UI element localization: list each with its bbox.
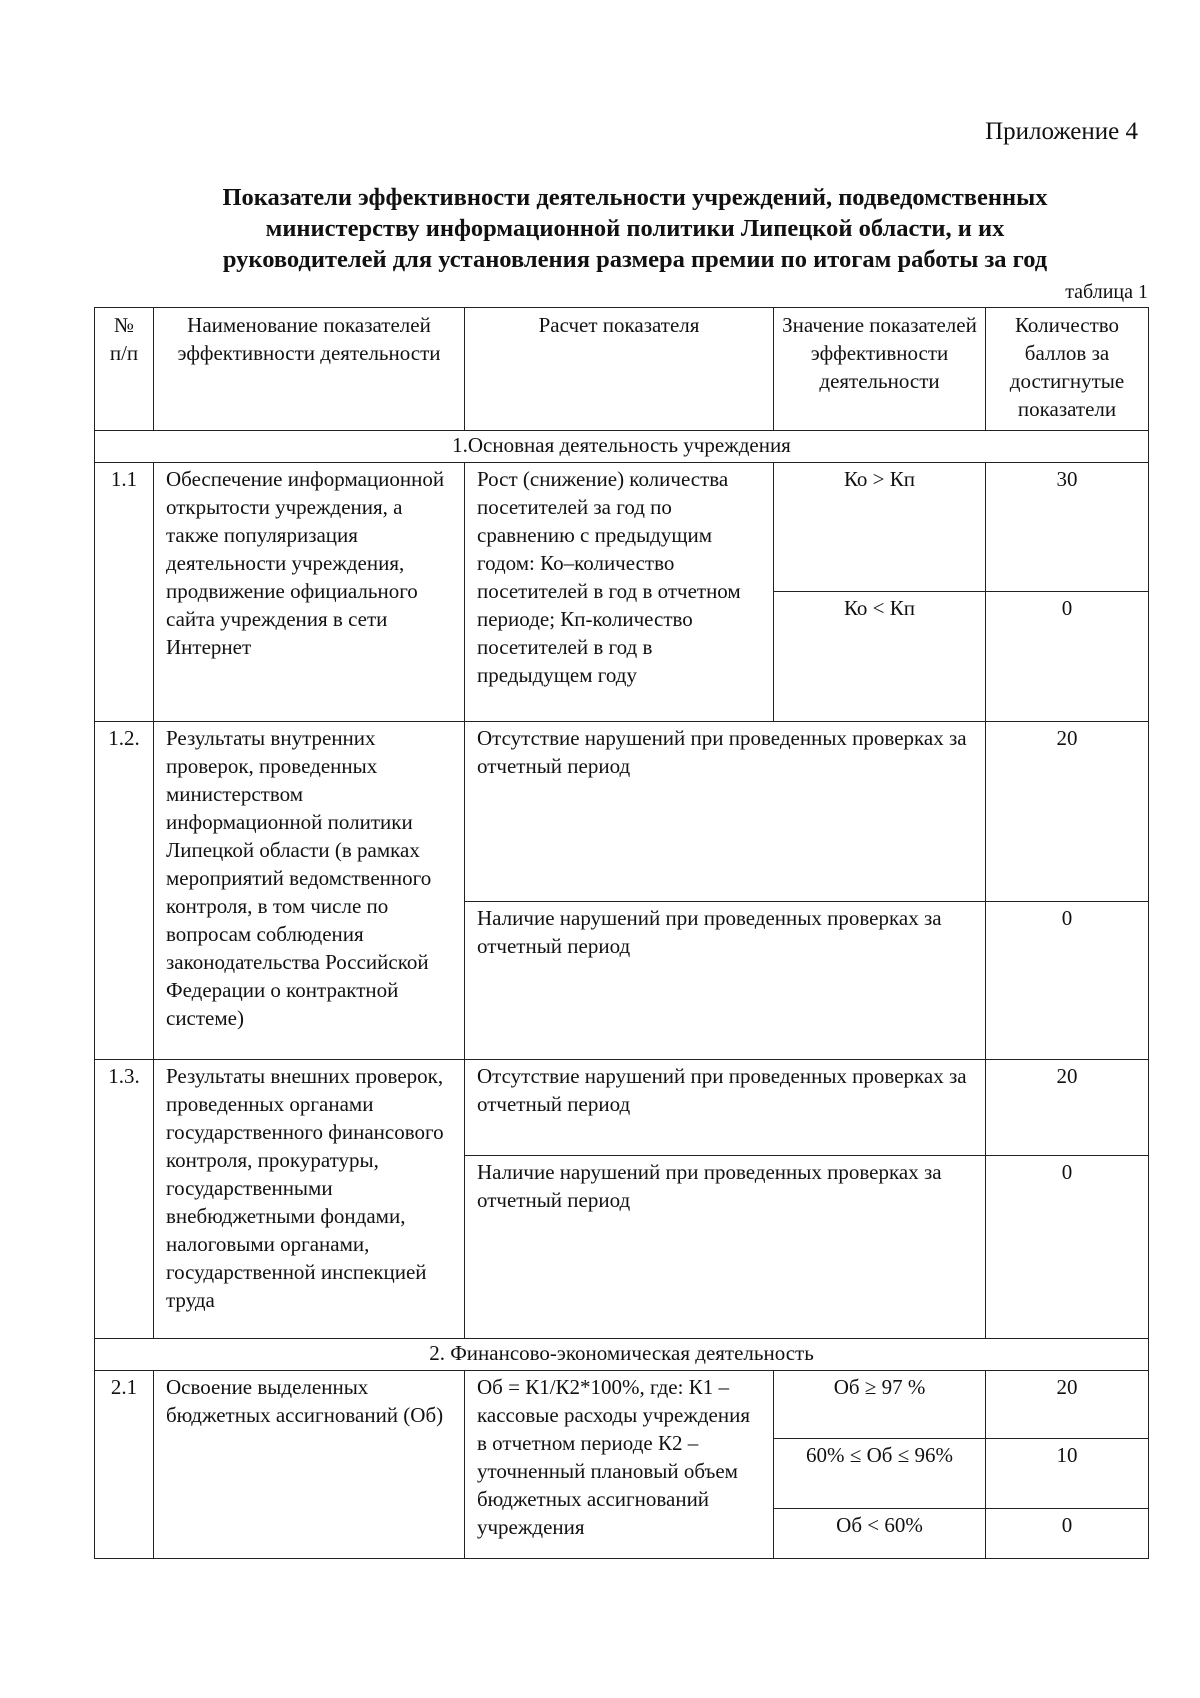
- indicator-value: Об < 60%: [774, 1509, 986, 1559]
- row-number: 1.3.: [95, 1060, 154, 1339]
- indicator-name: Освоение выделенных бюджетных ассигнований (Об): [154, 1371, 465, 1559]
- section-title: 2. Финансово-экономическая деятельность: [95, 1339, 1149, 1371]
- table-caption: таблица 1: [1065, 281, 1148, 303]
- title-line: министерству информационной политики Липецкой области, и их: [265, 215, 1005, 242]
- indicator-calc: Об = К1/К2*100%, где: К1 – кассовые расходы учреждения в отчетном периоде К2 – уточненный плановый объем бюджетных ассигнований учреждения: [465, 1371, 774, 1559]
- indicator-name: Результаты внешних проверок, проведенных органами государственного финансового контроля, прокуратуры, государственными внебюджетными фондами, налоговыми органами, государственной инспекцией труда: [154, 1060, 465, 1339]
- section-title: 1.Основная деятельность учреждения: [95, 431, 1149, 463]
- row-number: 2.1: [95, 1371, 154, 1559]
- indicator-points: 20: [986, 1371, 1149, 1439]
- row-number: 1.1: [95, 463, 154, 722]
- section-row: [95, 1339, 1149, 1371]
- indicators-table: [94, 307, 1149, 1559]
- header-name: Наименование показателей эффективности деятельности: [154, 308, 465, 431]
- indicator-name: Обеспечение информационной открытости учреждения, а также популяризация деятельности учреждения, продвижение официального сайта учреждения в сети Интернет: [154, 463, 465, 722]
- indicator-points: 30: [986, 463, 1149, 592]
- title-line: руководителей для установления размера премии по итогам работы за год: [222, 246, 1048, 273]
- table-row: [95, 1060, 1149, 1156]
- table-row: [95, 1371, 1149, 1439]
- indicator-name: Результаты внутренних проверок, проведенных министерством информационной политики Липецкой области (в рамках мероприятий ведомственного контроля, в том числе по вопросам соблюдения законодательства Российской Федерации о контрактной системе): [154, 722, 465, 1060]
- indicator-calc: Отсутствие нарушений при проведенных проверках за отчетный период: [465, 722, 986, 902]
- row-number: 1.2.: [95, 722, 154, 1060]
- indicator-value: 60% ≤ Об ≤ 96%: [774, 1439, 986, 1509]
- indicator-points: 0: [986, 1156, 1149, 1339]
- table-row: [95, 463, 1149, 592]
- indicator-points: 10: [986, 1439, 1149, 1509]
- indicator-calc: Наличие нарушений при проведенных проверках за отчетный период: [465, 1156, 986, 1339]
- indicator-calc: Наличие нарушений при проведенных проверках за отчетный период: [465, 902, 986, 1060]
- indicator-points: 0: [986, 592, 1149, 722]
- table-header-row: [95, 308, 1149, 431]
- indicator-value: Ко > Кп: [774, 463, 986, 592]
- section-row: [95, 431, 1149, 463]
- header-points: Количество баллов за достигнутые показатели: [986, 308, 1149, 431]
- document-title: [120, 182, 1150, 275]
- table-row: [95, 722, 1149, 902]
- header-num: № п/п: [95, 308, 154, 431]
- header-value: Значение показателей эффективности деятельности: [774, 308, 986, 431]
- indicator-calc: Рост (снижение) количества посетителей за год по сравнению с предыдущим годом: Ко–количество посетителей в год в отчетном периоде; Кп-количество посетителей в год в предыдущем году: [465, 463, 774, 722]
- indicator-calc: Отсутствие нарушений при проведенных проверках за отчетный период: [465, 1060, 986, 1156]
- indicator-value: Ко < Кп: [774, 592, 986, 722]
- indicator-points: 20: [986, 1060, 1149, 1156]
- indicator-points: 0: [986, 1509, 1149, 1559]
- indicator-value: Об ≥ 97 %: [774, 1371, 986, 1439]
- header-calc: Расчет показателя: [465, 308, 774, 431]
- indicator-points: 0: [986, 902, 1149, 1060]
- appendix-label: Приложение 4: [985, 118, 1138, 145]
- indicator-points: 20: [986, 722, 1149, 902]
- title-line: Показатели эффективности деятельности учреждений, подведомственных: [222, 184, 1048, 211]
